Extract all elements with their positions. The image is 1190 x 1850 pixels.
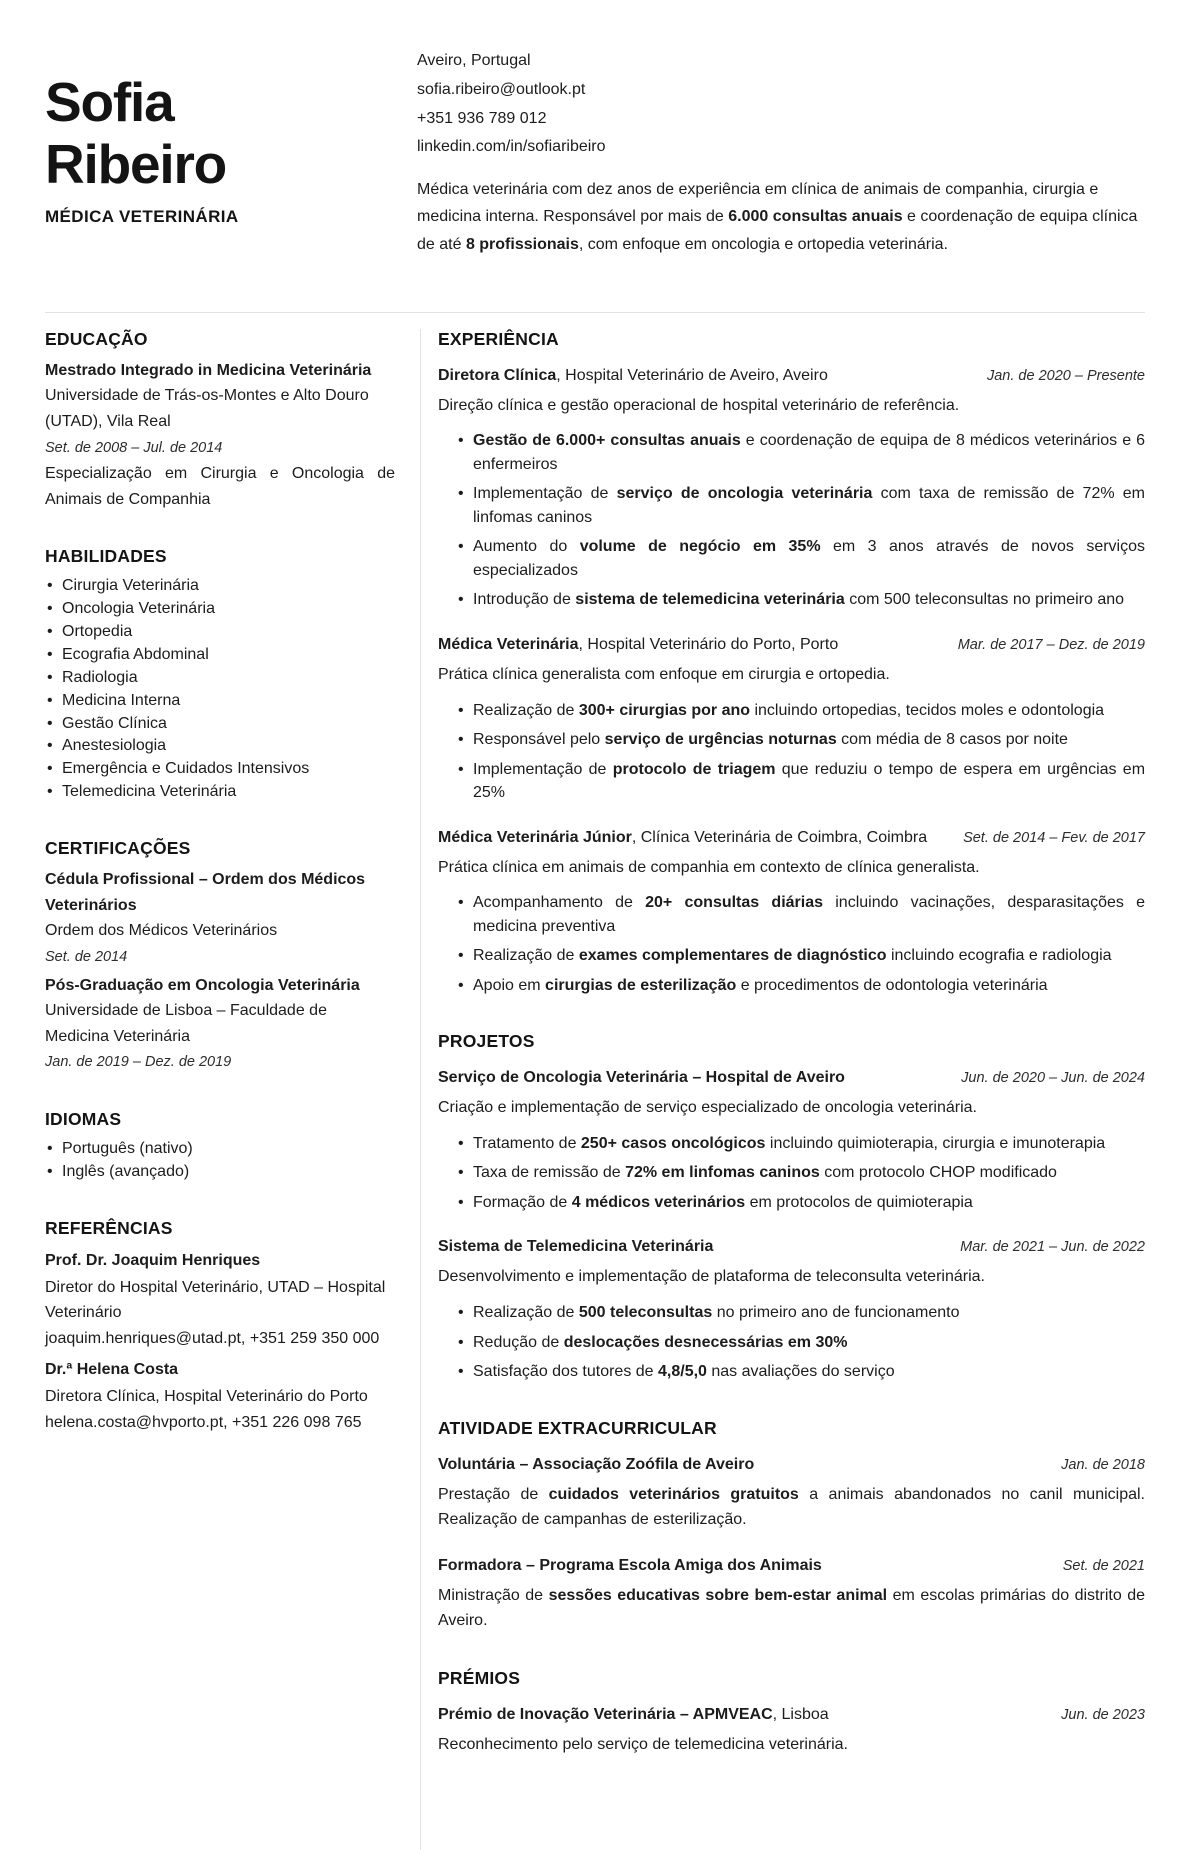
entry-bullets bbox=[438, 891, 1145, 997]
entry-header bbox=[438, 633, 1145, 657]
bold-text: Serviço de Oncologia Veterinária – Hospital de Aveiro bbox=[438, 1069, 845, 1087]
plain-text: , Clínica Veterinária de Coimbra, Coimbra bbox=[631, 828, 928, 846]
section-languages bbox=[45, 1109, 395, 1184]
bold-text: serviço de oncologia veterinária bbox=[616, 485, 873, 503]
entry-description bbox=[438, 1482, 1145, 1533]
bullet-item bbox=[458, 1191, 1145, 1215]
plain-text: e coordenação de equipa de 8 médicos veterinários e 6 enfermeiros bbox=[473, 432, 1146, 473]
section-awards bbox=[438, 1668, 1145, 1758]
plain-text: Médica veterinária com dez anos de experiência em clínica de animais de companhia, cirurgia e medicina interna. Responsável por mais de bbox=[417, 181, 1099, 226]
projects-entry bbox=[438, 1235, 1145, 1383]
entry-bullets bbox=[438, 429, 1145, 612]
contact-line: Aveiro, Portugal bbox=[417, 52, 531, 69]
entry-date: Mar. de 2021 – Jun. de 2022 bbox=[960, 1239, 1145, 1256]
plain-text: Implementação de bbox=[473, 760, 613, 778]
bold-text: Formadora – Programa Escola Amiga dos Animais bbox=[438, 1556, 822, 1574]
entry-bullets bbox=[438, 1132, 1145, 1215]
section-heading-projects: PROJETOS bbox=[438, 1031, 535, 1052]
reference-name: Dr.ª Helena Costa bbox=[45, 1361, 179, 1379]
education-description: Especialização em Cirurgia e Oncologia de Animais de Companhia bbox=[45, 465, 395, 508]
awards-entries bbox=[438, 1703, 1145, 1758]
plain-text: com 500 teleconsultas no primeiro ano bbox=[844, 591, 1125, 609]
entry-date: Jun. de 2020 – Jun. de 2024 bbox=[961, 1070, 1145, 1087]
plain-text: Acompanhamento de bbox=[473, 894, 646, 912]
education-degree: Mestrado Integrado in Medicina Veterinária bbox=[45, 361, 372, 379]
section-heading-skills: HABILIDADES bbox=[45, 546, 167, 567]
contact-line: sofia.ribeiro@outlook.pt bbox=[417, 80, 586, 98]
plain-text: Satisfação dos tutores de bbox=[473, 1363, 658, 1381]
plain-text: incluindo ecografia e radiologia bbox=[886, 947, 1112, 965]
entry-description bbox=[438, 662, 1145, 688]
references-list bbox=[45, 1247, 395, 1437]
skill-item: • Cirurgia Veterinária bbox=[45, 575, 395, 598]
plain-text: Criação e implementação de serviço especializado de oncologia veterinária. bbox=[438, 1099, 977, 1117]
bold-text: 500 teleconsultas bbox=[578, 1304, 713, 1321]
certification-date: Set. de 2014 bbox=[45, 948, 128, 965]
plain-text: incluindo quimioterapia, cirurgia e imunoterapia bbox=[765, 1134, 1106, 1152]
skill-item: • Anestesiologia bbox=[45, 735, 395, 758]
entry-description bbox=[438, 1264, 1145, 1290]
bold-text: cirurgias de esterilização bbox=[545, 976, 737, 994]
entry-header bbox=[438, 826, 1145, 850]
plain-text: , Hospital Veterinário do Porto, Porto bbox=[578, 635, 839, 653]
bullet-item bbox=[458, 891, 1145, 938]
plain-text: e procedimentos de odontologia veterinária bbox=[736, 976, 1048, 994]
projects-entries bbox=[438, 1066, 1145, 1383]
plain-text: Prestação de bbox=[438, 1485, 549, 1503]
header-identity bbox=[45, 45, 417, 274]
entry-header bbox=[438, 1554, 1145, 1578]
certification-title: Cédula Profissional – Ordem dos Médicos Veterinários bbox=[45, 871, 366, 914]
bullet-item bbox=[458, 429, 1145, 476]
plain-text: Taxa de remissão de bbox=[473, 1164, 626, 1182]
entry-title bbox=[438, 633, 838, 657]
entry-bullets bbox=[438, 699, 1145, 805]
bullet-item bbox=[458, 1132, 1145, 1156]
bullet-item bbox=[458, 728, 1145, 752]
bold-text: deslocações desnecessárias em 30% bbox=[563, 1333, 848, 1351]
plain-text: Ministração de bbox=[438, 1586, 549, 1604]
resume-header bbox=[45, 45, 1145, 274]
certification-org: Ordem dos Médicos Veterinários bbox=[45, 922, 278, 940]
awards-entry bbox=[438, 1703, 1145, 1758]
bullet-item bbox=[458, 1161, 1145, 1185]
skill-item: • Radiologia bbox=[45, 667, 395, 690]
bold-text: sistema de telemedicina veterinária bbox=[575, 591, 845, 609]
entry-header bbox=[438, 1453, 1145, 1477]
plain-text: nas avaliações do serviço bbox=[706, 1363, 895, 1381]
bold-text: sessões educativas sobre bem-estar animal bbox=[548, 1586, 888, 1604]
bold-text: Gestão de 6.000+ consultas anuais bbox=[473, 432, 741, 450]
reference-item bbox=[45, 1356, 395, 1436]
bold-text: 300+ cirurgias por ano bbox=[578, 701, 751, 719]
entry-description bbox=[438, 1583, 1145, 1634]
bullet-item bbox=[458, 944, 1145, 968]
plain-text: em 3 anos através de novos serviços especializados bbox=[473, 538, 1145, 579]
right-column bbox=[420, 329, 1145, 1850]
plain-text: Implementação de bbox=[473, 485, 617, 503]
resume-columns bbox=[45, 329, 1145, 1850]
language-item: • Português (nativo) bbox=[45, 1138, 395, 1161]
plain-text: Realização de bbox=[473, 1304, 579, 1321]
bold-text: Médica Veterinária bbox=[438, 635, 579, 653]
plain-text: Realização de bbox=[473, 947, 579, 965]
entry-title bbox=[438, 1453, 754, 1477]
plain-text: Prática clínica em animais de companhia em contexto de clínica generalista. bbox=[438, 858, 980, 876]
experience-entry bbox=[438, 633, 1145, 805]
plain-text: Tratamento de bbox=[473, 1134, 581, 1152]
section-heading-extracurricular: ATIVIDADE EXTRACURRICULAR bbox=[438, 1417, 717, 1438]
bullet-item bbox=[458, 588, 1145, 612]
entry-header bbox=[438, 1703, 1145, 1727]
entry-description bbox=[438, 1095, 1145, 1121]
header-divider bbox=[45, 312, 1145, 313]
contact-block bbox=[417, 47, 1145, 162]
certification-item bbox=[45, 973, 395, 1075]
skills-list bbox=[45, 575, 395, 804]
plain-text: , Hospital Veterinário de Aveiro, Aveiro bbox=[556, 366, 828, 384]
bold-text: 250+ casos oncológicos bbox=[580, 1134, 766, 1152]
section-heading-experience: EXPERIÊNCIA bbox=[438, 328, 559, 349]
entry-date: Set. de 2021 bbox=[1062, 1557, 1145, 1574]
plain-text: Reconhecimento pelo serviço de telemedicina veterinária. bbox=[438, 1735, 848, 1753]
bold-text: protocolo de triagem bbox=[612, 760, 776, 778]
bullet-item bbox=[458, 758, 1145, 805]
bullet-item bbox=[458, 699, 1145, 723]
section-skills bbox=[45, 546, 395, 804]
entry-description bbox=[438, 855, 1145, 881]
plain-text: Responsável pelo bbox=[473, 731, 605, 749]
plain-text: Formação de bbox=[473, 1193, 572, 1211]
reference-role: Diretora Clínica, Hospital Veterinário do Porto bbox=[45, 1388, 368, 1406]
plain-text: Introdução de bbox=[473, 591, 576, 609]
bold-text: 4 médicos veterinários bbox=[571, 1193, 746, 1211]
plain-text: incluindo ortopedias, tecidos moles e odontologia bbox=[750, 701, 1105, 719]
entry-date: Jan. de 2018 bbox=[1061, 1456, 1145, 1473]
bullet-item bbox=[458, 482, 1145, 529]
certification-org: Universidade de Lisboa – Faculdade de Medicina Veterinária bbox=[45, 1002, 327, 1045]
plain-text: com protocolo CHOP modificado bbox=[819, 1164, 1057, 1182]
entry-description bbox=[438, 1732, 1145, 1758]
plain-text: Apoio em bbox=[473, 976, 546, 994]
bold-text: 8 profissionais bbox=[465, 235, 579, 253]
education-date: Set. de 2008 – Jul. de 2014 bbox=[45, 439, 223, 456]
reference-name: Prof. Dr. Joaquim Henriques bbox=[45, 1251, 261, 1269]
plain-text: Direção clínica e gestão operacional de hospital veterinário de referência. bbox=[438, 396, 960, 414]
bold-text: Voluntária – Associação Zoófila de Aveiro bbox=[438, 1455, 755, 1473]
entry-bullets bbox=[438, 1301, 1145, 1384]
contact-line: +351 936 789 012 bbox=[417, 109, 547, 127]
skill-item: • Ecografia Abdominal bbox=[45, 644, 395, 667]
reference-role: Diretor do Hospital Veterinário, UTAD – Hospital Veterinário bbox=[45, 1278, 386, 1322]
reference-contact: helena.costa@hvporto.pt, +351 226 098 765 bbox=[45, 1413, 362, 1431]
reference-item bbox=[45, 1247, 395, 1353]
section-experience bbox=[438, 329, 1145, 998]
bold-text: Diretora Clínica bbox=[438, 366, 557, 384]
entry-title bbox=[438, 1066, 845, 1090]
education-school: Universidade de Trás-os-Montes e Alto Douro (UTAD), Vila Real bbox=[45, 387, 369, 430]
certification-item bbox=[45, 867, 395, 969]
experience-entry bbox=[438, 826, 1145, 998]
header-contact-summary bbox=[417, 45, 1145, 274]
bullet-item bbox=[458, 1331, 1145, 1355]
skill-item: • Oncologia Veterinária bbox=[45, 598, 395, 621]
entry-date: Jan. de 2020 – Presente bbox=[986, 367, 1145, 384]
person-name: Sofia Ribeiro bbox=[45, 71, 227, 196]
bold-text: 6.000 consultas anuais bbox=[728, 208, 903, 226]
projects-entry bbox=[438, 1066, 1145, 1214]
plain-text: em protocolos de quimioterapia bbox=[745, 1193, 973, 1211]
plain-text: com média de 8 casos por noite bbox=[836, 731, 1068, 749]
entry-title bbox=[438, 1554, 822, 1578]
section-heading-certifications: CERTIFICAÇÕES bbox=[45, 838, 191, 859]
plain-text: no primeiro ano de funcionamento bbox=[712, 1304, 960, 1321]
bold-text: exames complementares de diagnóstico bbox=[578, 947, 887, 965]
bullet-item bbox=[458, 974, 1145, 998]
profile-summary bbox=[417, 176, 1145, 258]
bold-text: 20+ consultas diárias bbox=[645, 894, 824, 912]
entry-title bbox=[438, 1703, 829, 1727]
languages-list bbox=[45, 1138, 395, 1184]
section-certifications bbox=[45, 838, 395, 1075]
experience-entry bbox=[438, 364, 1145, 612]
entry-date: Jun. de 2023 bbox=[1061, 1706, 1145, 1723]
person-role: MÉDICA VETERINÁRIA bbox=[45, 207, 239, 227]
bold-text: Médica Veterinária Júnior bbox=[438, 828, 632, 846]
plain-text: Desenvolvimento e implementação de plataforma de teleconsulta veterinária. bbox=[438, 1268, 985, 1286]
entry-title bbox=[438, 1235, 713, 1259]
certification-date: Jan. de 2019 – Dez. de 2019 bbox=[45, 1054, 232, 1071]
plain-text: Prática clínica generalista com enfoque em cirurgia e ortopedia. bbox=[438, 665, 890, 683]
language-item: • Inglês (avançado) bbox=[45, 1161, 395, 1184]
plain-text: , Lisboa bbox=[772, 1705, 829, 1723]
left-column bbox=[45, 329, 395, 1850]
entry-title bbox=[438, 364, 828, 388]
skill-item: • Gestão Clínica bbox=[45, 713, 395, 736]
certifications-list bbox=[45, 867, 395, 1075]
section-extracurricular bbox=[438, 1418, 1145, 1634]
entry-header bbox=[438, 1066, 1145, 1090]
section-heading-education: EDUCAÇÃO bbox=[45, 328, 148, 349]
extracurricular-entries bbox=[438, 1453, 1145, 1634]
plain-text: Realização de bbox=[473, 701, 579, 719]
bold-text: Prémio de Inovação Veterinária – APMVEAC bbox=[438, 1705, 773, 1723]
plain-text: a animais abandonados no canil municipal. Realização de campanhas de esterilização. bbox=[438, 1485, 1146, 1529]
certification-title: Pós-Graduação em Oncologia Veterinária bbox=[45, 976, 360, 994]
section-projects bbox=[438, 1031, 1145, 1383]
plain-text: em escolas primárias do distrito de Aveiro. bbox=[438, 1586, 1146, 1630]
plain-text: que reduziu o tempo de espera em urgências em 25% bbox=[473, 760, 1146, 802]
section-heading-references: REFERÊNCIAS bbox=[45, 1217, 173, 1238]
entry-description bbox=[438, 393, 1145, 419]
section-education bbox=[45, 329, 395, 513]
bold-text: serviço de urgências noturnas bbox=[604, 731, 837, 749]
section-heading-languages: IDIOMAS bbox=[45, 1108, 122, 1129]
extracurricular-entry bbox=[438, 1554, 1145, 1634]
bold-text: 4,8/5,0 bbox=[658, 1363, 707, 1381]
entry-header bbox=[438, 1235, 1145, 1259]
reference-contact: joaquim.henriques@utad.pt, +351 259 350 000 bbox=[45, 1329, 380, 1347]
experience-entries bbox=[438, 364, 1145, 998]
entry-date: Mar. de 2017 – Dez. de 2019 bbox=[957, 636, 1145, 653]
bullet-item bbox=[458, 1301, 1145, 1325]
entry-title bbox=[438, 826, 927, 850]
bullet-item bbox=[458, 535, 1145, 582]
bold-text: Sistema de Telemedicina Veterinária bbox=[438, 1238, 714, 1256]
skill-item: • Telemedicina Veterinária bbox=[45, 781, 395, 804]
plain-text: , com enfoque em oncologia e ortopedia veterinária. bbox=[578, 235, 948, 253]
plain-text: Redução de bbox=[473, 1333, 564, 1351]
bold-text: volume de negócio em 35% bbox=[579, 538, 821, 556]
bold-text: cuidados veterinários gratuitos bbox=[548, 1485, 799, 1503]
entry-date: Set. de 2014 – Fev. de 2017 bbox=[963, 829, 1145, 846]
skill-item: • Ortopedia bbox=[45, 621, 395, 644]
bullet-item bbox=[458, 1360, 1145, 1384]
section-heading-awards: PRÉMIOS bbox=[438, 1667, 521, 1688]
entry-header bbox=[438, 364, 1145, 388]
plain-text: e coordenação de equipa clínica de até bbox=[417, 208, 1138, 253]
plain-text: com taxa de remissão de 72% em linfomas caninos bbox=[473, 485, 1145, 526]
contact-line: linkedin.com/in/sofiaribeiro bbox=[417, 138, 606, 156]
section-references bbox=[45, 1218, 395, 1437]
extracurricular-entry bbox=[438, 1453, 1145, 1533]
skill-item: • Medicina Interna bbox=[45, 690, 395, 713]
plain-text: incluindo vacinações, desparasitações e medicina preventiva bbox=[473, 894, 1146, 935]
plain-text: Aumento do bbox=[473, 538, 580, 556]
bold-text: 72% em linfomas caninos bbox=[625, 1164, 820, 1182]
skill-item: • Emergência e Cuidados Intensivos bbox=[45, 758, 395, 781]
